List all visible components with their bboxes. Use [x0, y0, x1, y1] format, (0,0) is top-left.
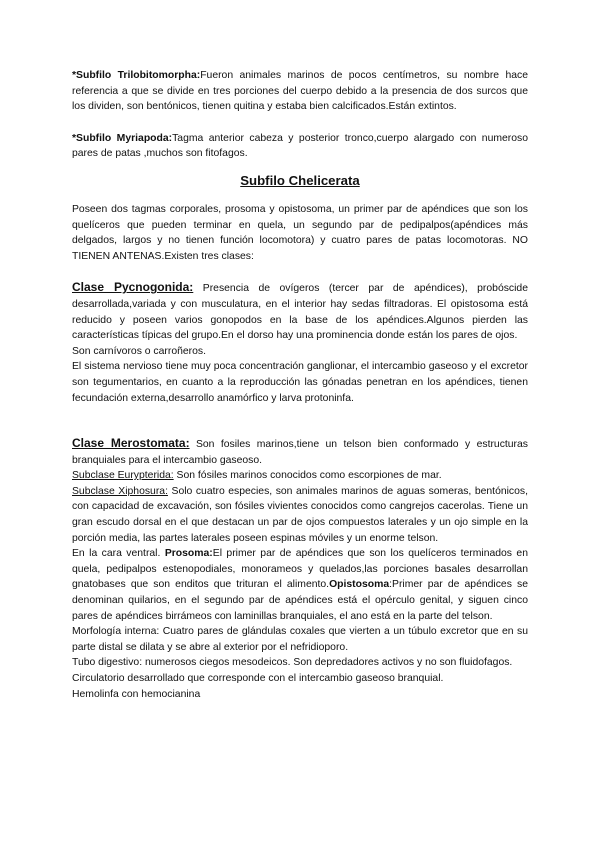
xiphosura-paragraph: [72, 484, 528, 546]
pycnogonida-paragraph: [72, 280, 528, 343]
myriapoda-paragraph: [72, 131, 528, 162]
xiphosura-text: Solo cuatro especies, son animales marinos de aguas someras, bentónicos, con capacidad de excavación, son fósiles vivientes conocidos como cangrejos cacerolas. Tiene un gran escudo dorsal en el que destacan un par de ojos compuestos laterales y un ojo simple en la porción media, las partes laterales poseen espinas móviles y un enorme telson.: [72, 485, 528, 544]
chelicerata-intro: Poseen dos tagmas corporales, prosoma y opistosoma, un primer par de apéndices que son los quelíceros que pueden terminar en quela, un segundo par de pedipalpos(apéndices más delgados, largos y no tienen función locomotora) y cuatro pares de patas locomotoras. NO TIENEN ANTENAS.Existen tres clases:: [72, 203, 528, 262]
myriapoda-label: *Subfilo Myriapoda:: [72, 132, 173, 144]
pycnogonida-systems: El sistema nervioso tiene muy poca concentración ganglionar, el intercambio gaseoso y el excretor son tegumentarios, en cuanto a la reproducción las gónadas penetran en los apéndices, tienen fecundación externa,desarrollo anamórfico y larva protoninfa.: [72, 361, 528, 404]
ventral-paragraph: [72, 546, 528, 624]
ventral-intro: En la cara ventral.: [72, 548, 165, 560]
opistosoma-text: :Primer par de apéndices se denominan quilarios, en el segundo par de apéndices está el opérculo genital, y siguen cinco pares de apéndices birrámeos con laminillas branquiales, el ano está en la parte del telson.: [72, 579, 528, 622]
myriapoda-text: Tagma anterior cabeza y posterior tronco,cuerpo alargado con numeroso pares de patas ,muchos son fitofagos.: [72, 132, 529, 160]
eurypterida-paragraph: [72, 468, 528, 484]
merostomata-text: Son fosiles marinos,tiene un telson bien conformado y estructuras branquiales para el intercambio gaseoso.: [72, 439, 528, 466]
digestive-paragraph: Tubo digestivo: numerosos ciegos mesodeicos. Son depredadores activos y no son fluidofagos.: [72, 657, 513, 669]
merostomata-label: Clase Merostomata:: [72, 436, 190, 451]
hemolymph-paragraph: Hemolinfa con hemocianina: [72, 688, 201, 700]
eurypterida-label: Subclase Eurypterida:: [72, 470, 174, 482]
pycnogonida-label: Clase Pycnogonida:: [72, 280, 194, 295]
circulatory-paragraph: Circulatorio desarrollado que corresponde con el intercambio gaseoso branquial.: [72, 673, 444, 684]
document-page: [72, 68, 528, 702]
xiphosura-label: Subclase Xiphosura:: [72, 485, 168, 497]
prosoma-text: El primer par de apéndices que son los quelíceros terminados en quela, pedipalpos estenopodiales, monorameos y quelados,las porciones basales desarrollan gnatobases que son enditos que trituran el alimento.: [72, 548, 528, 591]
trilobitomorpha-paragraph: [72, 68, 528, 115]
chelicerata-title: Subfilo Chelicerata: [240, 172, 360, 188]
trilobitomorpha-text: Fueron animales marinos de pocos centímetros, su nombre hace referencia a que se divide en tres porciones del cuerpo debido a la presencia de dos surcos que los dividen, son bentónicos, tienen quitina y estaba bien calcificados.Están extintos.: [72, 70, 528, 113]
opistosoma-label: Opistosoma: [329, 579, 390, 591]
pycnogonida-text: Presencia de ovígeros (tercer par de apéndices), probóscide desarrollada,variada y con musculatura, en el interior hay sedas filtradoras. El opistosoma está reducido y poseen varios gonopodos en la base de los apéndices.Algunos pierden las características típicas del grupo.En el dorso hay una prominencia donde están los pares de ojos.: [72, 283, 528, 342]
merostomata-paragraph: [72, 436, 528, 468]
pycnogonida-diet: Son carnívoros o carroñeros.: [72, 345, 206, 357]
prosoma-label: Prosoma:: [164, 548, 213, 560]
eurypterida-text: Son fósiles marinos conocidos como escorpiones de mar.: [173, 470, 442, 482]
trilobitomorpha-label: *Subfilo Trilobitomorpha:: [72, 70, 201, 81]
morphology-paragraph: Morfología interna: Cuatro pares de glándulas coxales que vierten a un túbulo excretor que en su parte distal se dilata y se abre al exterior por el nefridioporo.: [72, 626, 528, 653]
